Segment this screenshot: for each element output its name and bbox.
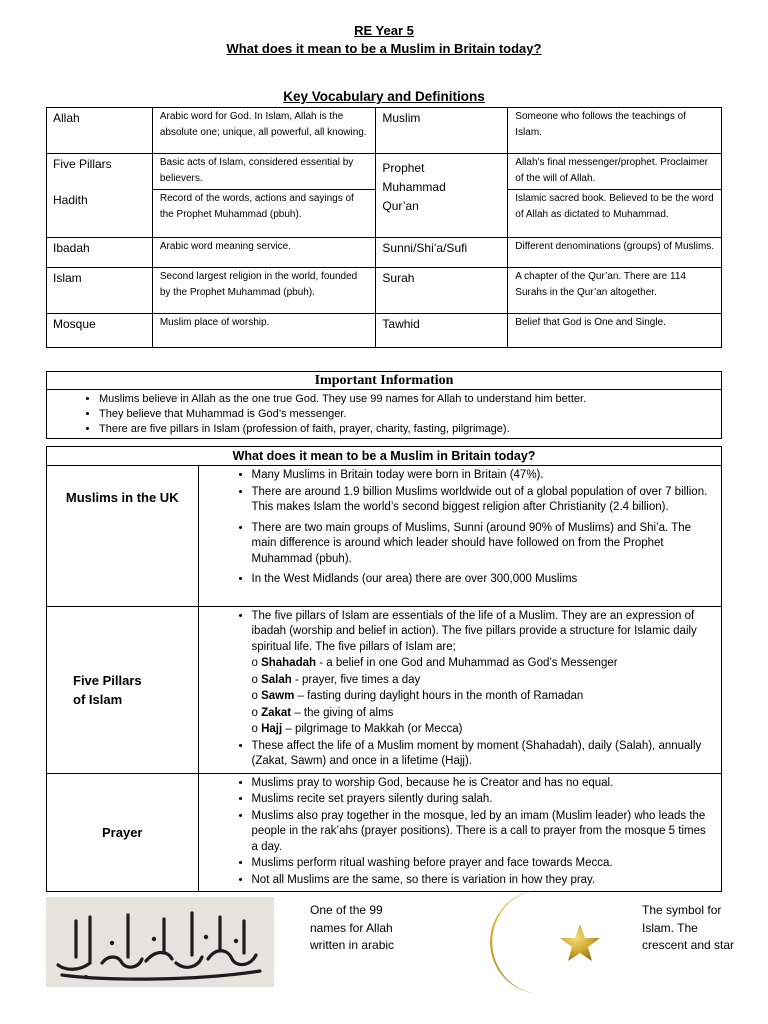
document-header [0,22,768,58]
vocab-definition: Record of the words, actions and sayings of the Prophet Muhammad (pbuh). [159,193,354,220]
vocab-term-cell [376,154,508,238]
vocab-term-cell [47,154,153,238]
calligraphy-caption: One of the 99 names for Allah written in arabic [310,903,395,952]
vocab-definition: Muslim place of worship. [152,314,376,348]
important-info-list [47,390,721,438]
vocab-term: Muslim [376,108,508,154]
vocab-table [46,107,722,348]
vocab-row [47,108,722,154]
list-item: • Muslims pray to worship God, because he is Creator and has no equal. [252,776,714,792]
pillar-name: Shahadah [261,657,317,669]
pillar-item: o Sawm – fasting during daylight hours in the month of Ramadan [251,690,584,702]
vocab-term: Allah [47,108,153,154]
pillar-desc: – pilgrimage to Makkah (or Mecca) [282,723,463,735]
pillar-item: o Zakat – the giving of alms [251,706,394,719]
calligraphy-drawing [46,897,274,987]
list-item: • Not all Muslims are the same, so there is variation in how they pray. [252,873,714,889]
vocab-definition: Belief that God is One and Single. [508,314,722,348]
vocab-term: Mosque [47,314,153,348]
vocab-term: Hadith [53,193,88,207]
topic-label-line: Five Pillars [73,672,142,688]
pillar-name: Sawm [261,690,295,702]
vocab-definition: Allah’s final messenger/prophet. Proclaimer of the will of Allah. [508,154,721,190]
list-item: • There are two main groups of Muslims, Sunni (around 90% of Muslims) and Shi’a. The main difference is around which leader should have followed on from the Prophet Muhammad (pbuh). [252,521,714,568]
list-item: • They believe that Muhammad is God’s messenger. [99,407,721,422]
vocab-term: Sunni/Shi’a/Sufi [376,238,508,268]
vocab-term: Qur’an [382,199,419,213]
crescent-star-drawing [482,886,614,996]
list-item: • Muslims believe in Allah as the one true God. They use 99 names for Allah to understand him better. [99,392,721,407]
symbol-caption: The symbol for Islam. The crescent and star [642,903,735,952]
course-title: RE Year 5 [354,23,414,38]
vocab-term: Islam [47,268,153,314]
vocab-term: Five Pillars [53,157,112,171]
list-item: • The five pillars of Islam are essentials of the life of a Muslim. They are an expression of ibadah (worship and belief in action). The five pillars provide a structure for Islamic daily spiritual life. The five pillars of Islam are; [252,609,714,656]
list-item: • In the West Midlands (our area) there are over 300,000 Muslims [252,572,714,588]
vocab-term: Ibadah [47,238,153,268]
vocab-definition: Different denominations (groups) of Muslims. [508,238,722,268]
pillar-name: Hajj [261,723,283,735]
vocab-definition: Someone who follows the teachings of Islam. [508,108,722,154]
pillar-desc: – fasting during daylight hours in the month of Ramadan [294,690,584,702]
vocab-definition: Arabic word for God. In Islam, Allah is the absolute one; unique, all powerful, all knowing. [152,108,376,154]
list-item: • There are five pillars in Islam (profession of faith, prayer, charity, fasting, pilgrimage). [99,422,721,437]
vocab-definition: A chapter of the Qur’an. There are 114 Surahs in the Qur’an altogether. [508,268,722,314]
list-item: • There are around 1.9 billion Muslims worldwide out of a global population of over 7 billion. This makes Islam the world’s second biggest religion after Christianity (2.4 billion). [252,485,714,516]
topic-content [198,773,721,891]
british-muslim-section [46,446,722,892]
topic-row [47,606,721,773]
topic-content [198,466,721,606]
important-info-box [46,371,722,439]
important-info-heading: Important Information [47,372,721,390]
pillar-desc: – the giving of alms [291,706,394,719]
page-title: What does it mean to be a Muslim in Britain today? [226,41,542,56]
vocab-heading: Key Vocabulary and Definitions [283,89,485,104]
pillar-item: o Hajj – pilgrimage to Makkah (or Mecca) [251,723,463,735]
pillar-name: Salah [261,673,292,686]
arabic-calligraphy-image [46,897,274,987]
list-item: • Muslims perform ritual washing before prayer and face towards Mecca. [252,856,714,872]
topic-label: Muslims in the UK [47,466,198,606]
pillar-item: o Salah - prayer, five times a day [251,673,421,686]
crescent-star-icon [482,886,614,996]
pillar-desc: - prayer, five times a day [291,673,421,686]
vocab-row [47,314,722,348]
topic-row [47,773,721,891]
vocab-definition: Islamic sacred book. Believed to be the word of Allah as dictated to Muhammad. [515,193,714,220]
pillar-name: Zakat [261,706,292,719]
list-item: • These affect the life of a Muslim moment by moment (Shahadah), daily (Salah), annually (Zakat, Sawm) and once in a lifetime (Hajj). [252,739,714,770]
vocab-definition: Arabic word meaning service. [152,238,376,268]
vocab-term: Surah [376,268,508,314]
vocab-definition-cell [152,154,376,238]
list-item: • Many Muslims in Britain today were born in Britain (47%). [252,468,714,484]
topic-label: Prayer [47,773,198,891]
vocab-row [47,268,722,314]
vocab-definition-cell [508,154,722,238]
list-item: • Muslims also pray together in the mosque, led by an imam (Muslim leader) who leads the people in the rak’ahs (prayer positions). There is a call to prayer from the mosque 5 times a day. [252,809,714,856]
list-item: • Muslims recite set prayers silently during salah. [252,792,714,808]
pillar-desc: - a belief in one God and Muhammad as God’s Messenger [316,657,618,669]
topic-table [47,466,721,891]
vocab-term: Tawhid [376,314,508,348]
section-heading: What does it mean to be a Muslim in Britain today? [47,447,721,466]
topic-label [47,606,198,773]
topic-content [198,606,721,773]
vocab-term: Prophet Muhammad [382,161,446,194]
pillar-item: o Shahadah - a belief in one God and Muhammad as God’s Messenger [251,657,618,669]
vocab-row [47,154,722,238]
topic-label-line: of Islam [73,691,123,707]
vocab-definition: Second largest religion in the world, founded by the Prophet Muhammad (pbuh). [152,268,376,314]
vocab-row [47,238,722,268]
topic-row [47,466,721,606]
vocab-definition: Basic acts of Islam, considered essential by believers. [153,154,376,190]
